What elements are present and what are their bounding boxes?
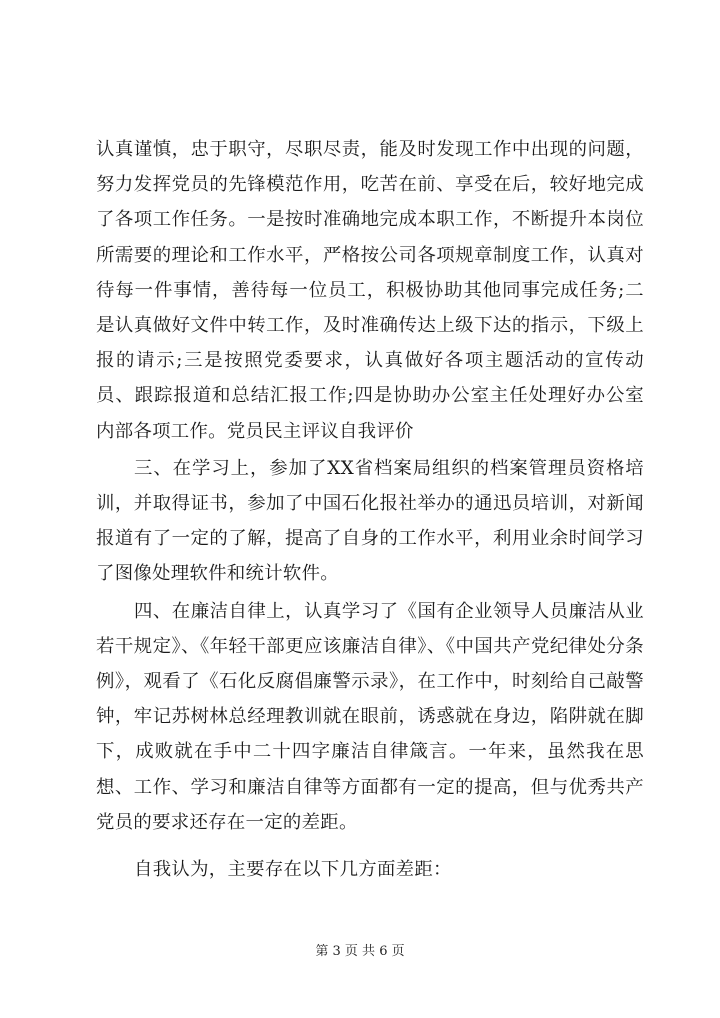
paragraph-integrity: 四、在廉洁自律上，认真学习了《国有企业领导人员廉洁从业若干规定》、《年轻干部更应该廉洁自律》、《中国共产党纪律处分条例》，观看了《石化反腐倡廉警示录》，在工作中，时刻给自己敲警钟，牢记苏树林总经理教训就在眼前，诱惑就在身边，陷阱就在脚下，成败就在手中二十四字廉洁自律箴言。一年来，虽然我在思想、工作、学习和廉洁自律等方面都有一定的提高，但与优秀共产党员的要求还存在一定的差距。 [96,600,644,833]
paragraph-shortcomings-intro: 自我认为，主要存在以下几方面差距： [134,859,452,881]
paragraph-work-duties: 认真谨慎，忠于职守，尽职尽责，能及时发现工作中出现的问题，努力发挥党员的先锋模范作用，吃苦在前、享受在后，较好地完成了各项工作任务。一是按时准确地完成本职工作，不断提升本岗位所需要的理论和工作水平，严格按公司各项规章制度工作，认真对待每一件事情，善待每一位员工，积极协助其他同事完成任务;二是认真做好文件中转工作，及时准确传达上级下达的指示，下级上报的请示;三是按照党委要求，认真做好各项主题活动的宣传动员、跟踪报道和总结汇报工作;四是协助办公室主任处理好办公室内部各项工作。党员民主评议自我评价 [96,139,644,442]
document-body [96,132,644,887]
page-number-footer: 第 3 页 共 6 页 [315,944,405,959]
paragraph-study: 三、在学习上，参加了XX省档案局组织的档案管理员资格培训，并取得证书，参加了中国石化报社举办的通迅员培训，对新闻报道有了一定的了解，提高了自身的工作水平，利用业余时间学习了图像处理软件和统计软件。 [96,457,644,585]
